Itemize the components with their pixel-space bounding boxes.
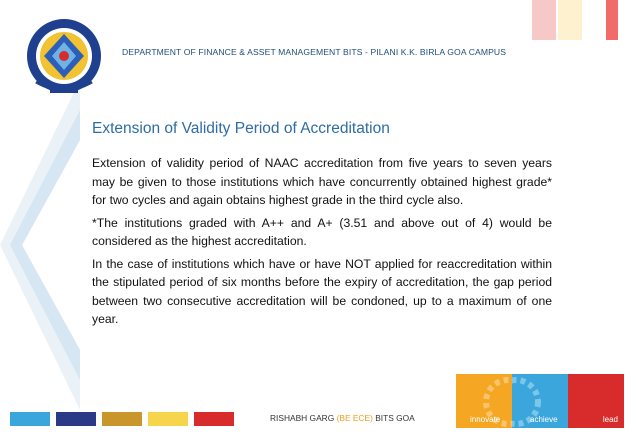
left-chevron-decoration — [0, 80, 80, 410]
top-color-strips — [528, 0, 638, 40]
bits-logo — [14, 12, 114, 102]
footer-credit — [270, 413, 415, 423]
slide-body — [92, 154, 552, 333]
paragraph-highest-grade: *The institutions graded with A++ and A+ (3.51 and above out of 4) would be considered as the highest accreditation. — [92, 215, 552, 248]
top-strip-cream — [558, 0, 582, 40]
footer-block-red — [194, 412, 234, 426]
credit-name: RISHABH GARG — [270, 413, 335, 423]
footer-block-blue — [10, 412, 50, 426]
top-strip-pink — [532, 0, 556, 40]
footer-block-gold — [102, 412, 142, 426]
banner-label-lead: lead — [602, 415, 618, 424]
department-header: DEPARTMENT OF FINANCE & ASSET MANAGEMENT BITS - PILANI K.K. BIRLA GOA CAMPUS — [122, 47, 507, 57]
motto-banner — [456, 374, 624, 428]
banner-panel-innovate — [456, 374, 512, 428]
banner-label-innovate: innovate — [470, 415, 501, 424]
banner-panel-lead — [568, 374, 624, 428]
credit-campus: BITS GOA — [375, 413, 415, 423]
footer-block-navy — [56, 412, 96, 426]
top-strip-red — [606, 0, 618, 40]
paragraph-gap-period: In the case of institutions which have or have NOT applied for reaccreditation within the stipulated period of six months before the expiry of accreditation, the gap period between two consecutive accreditation will be condoned, up to a maximum of one year. — [92, 256, 552, 326]
credit-branch: (BE ECE) — [336, 413, 373, 423]
slide-title: Extension of Validity Period of Accreditation — [92, 120, 390, 137]
banner-panel-achieve — [512, 374, 568, 428]
paragraph-validity: Extension of validity period of NAAC accreditation from five years to seven years may be given to those institutions which have concurrently obtained highest grade* for two cycles and again obtains highest grade in the third cycle also. — [92, 156, 552, 207]
footer-block-yellow — [148, 412, 188, 426]
banner-label-achieve: achieve — [530, 415, 558, 424]
footer-color-blocks — [10, 412, 240, 426]
